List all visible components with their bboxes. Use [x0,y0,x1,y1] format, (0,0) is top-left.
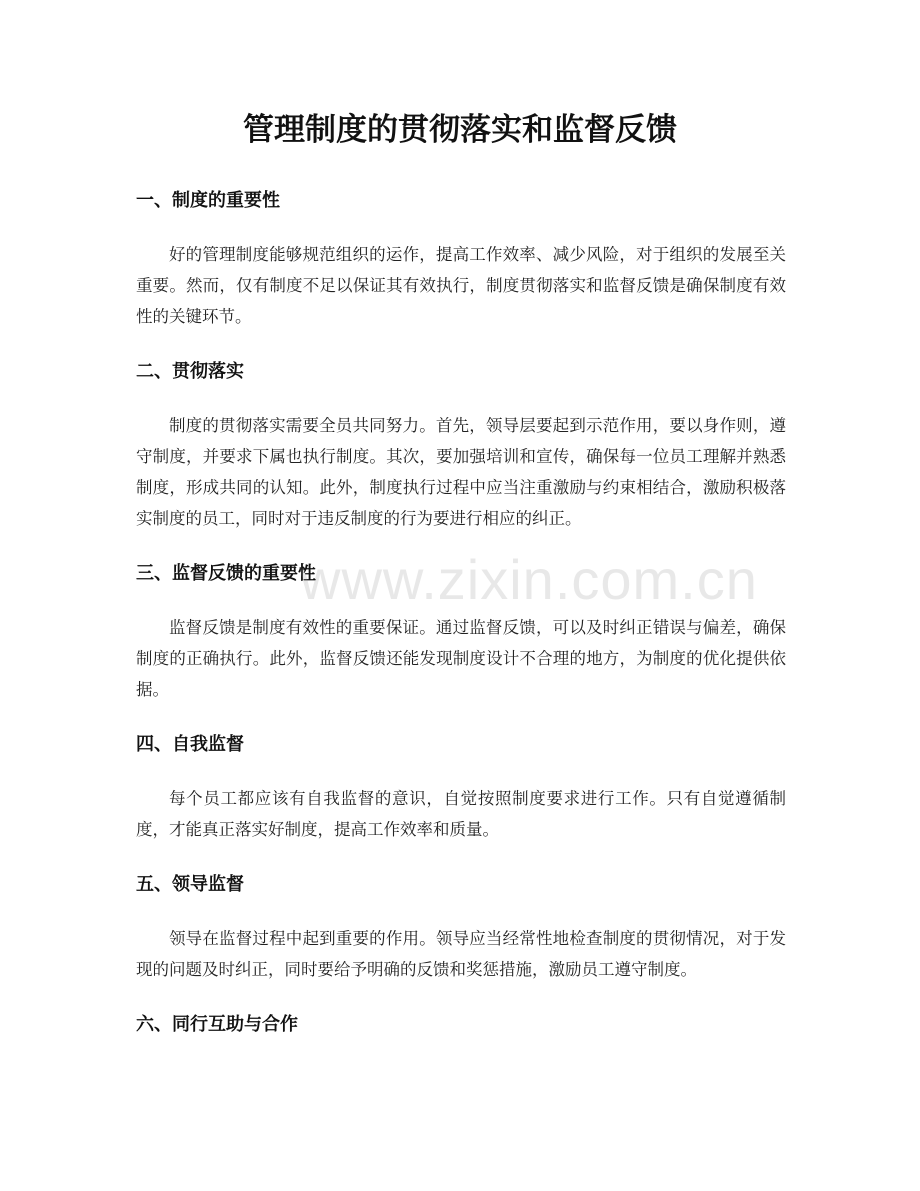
section-peer-cooperation [136,1010,786,1040]
section-paragraph: 制度的贯彻落实需要全员共同努力。首先，领导层要起到示范作用，要以身作则，遵守制度，并要求下属也执行制度。其次，要加强培训和宣传，确保每一位员工理解并熟悉制度，形成共同的认知。此外，制度执行过程中应当注重激励与约束相结合，激励积极落实制度的员工，同时对于违反制度的行为要进行相应的纠正。 [136,416,786,528]
watermark-text: www.zixin.com.cn [300,548,758,611]
document-body [136,186,786,1040]
section-heading: 五、领导监督 [136,874,244,895]
section-paragraph: 监督反馈是制度有效性的重要保证。通过监督反馈，可以及时纠正错误与偏差，确保制度的正确执行。此外，监督反馈还能发现制度设计不合理的地方，为制度的优化提供依据。 [136,618,786,699]
section-leader-supervision [136,870,786,985]
page-title: 管理制度的贯彻落实和监督反馈 [243,112,677,148]
section-heading: 二、贯彻落实 [136,361,244,382]
section-self-supervision [136,730,786,845]
section-heading: 四、自我监督 [136,734,244,755]
section-importance [136,186,786,332]
section-heading: 六、同行互助与合作 [136,1014,298,1035]
section-heading: 三、监督反馈的重要性 [136,563,316,584]
section-implementation [136,357,786,534]
section-paragraph: 好的管理制度能够规范组织的运作，提高工作效率、减少风险，对于组织的发展至关重要。然而，仅有制度不足以保证其有效执行，制度贯彻落实和监督反馈是确保制度有效性的关键环节。 [136,245,786,326]
section-paragraph: 领导在监督过程中起到重要的作用。领导应当经常性地检查制度的贯彻情况，对于发现的问题及时纠正，同时要给予明确的反馈和奖惩措施，激励员工遵守制度。 [136,929,786,979]
section-heading: 一、制度的重要性 [136,190,280,211]
section-paragraph: 每个员工都应该有自我监督的意识，自觉按照制度要求进行工作。只有自觉遵循制度，才能真正落实好制度，提高工作效率和质量。 [136,789,786,839]
section-feedback-importance [136,559,786,705]
